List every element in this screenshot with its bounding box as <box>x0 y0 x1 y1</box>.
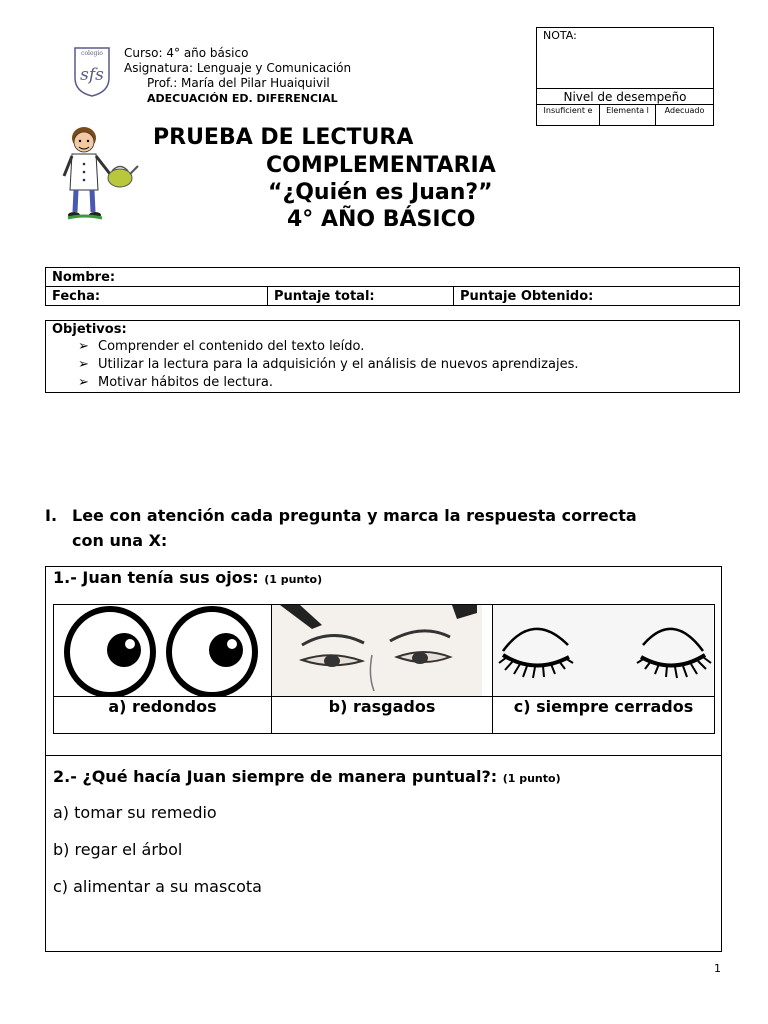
curso-text: Curso: 4° año básico <box>124 46 249 60</box>
option-a-label: a) redondos <box>54 696 271 733</box>
option-c-label: c) siempre cerrados <box>493 696 714 733</box>
boy-watering-illustration <box>58 122 140 222</box>
fecha-field[interactable]: Fecha: <box>46 287 268 306</box>
question-2-option-b[interactable]: b) regar el árbol <box>53 840 183 859</box>
header-info <box>124 46 351 106</box>
question-1-title: 1.- Juan tenía sus ojos: (1 punto) <box>53 568 323 587</box>
school-logo <box>72 44 112 98</box>
instructions-line-1: Lee con atención cada pregunta y marca la respuesta correcta <box>72 506 637 525</box>
title-line-2: COMPLEMENTARIA <box>266 153 496 178</box>
question-2-points: (1 punto) <box>502 772 561 785</box>
option-c-cell[interactable] <box>493 605 714 733</box>
question-2 <box>45 755 722 952</box>
option-b-label: b) rasgados <box>272 696 492 733</box>
closed-eyes-image <box>493 605 714 696</box>
objective-item: ➢ Utilizar la lectura para la adquisición y el análisis de nuevos aprendizajes. <box>78 357 579 372</box>
student-info-table <box>45 267 740 306</box>
performance-level-title: Nivel de desempeño <box>537 88 713 105</box>
nota-label: NOTA: <box>543 29 577 42</box>
option-a-cell[interactable] <box>54 605 272 733</box>
grade-box <box>536 27 714 126</box>
nombre-field[interactable]: Nombre: <box>46 268 740 287</box>
title-line-3: “¿Quién es Juan?” <box>268 180 493 205</box>
question-2-option-a[interactable]: a) tomar su remedio <box>53 803 217 822</box>
objectives-title: Objetivos: <box>52 322 127 337</box>
objectives-box <box>45 320 740 393</box>
prof-text: Prof.: María del Pilar Huaiquivil <box>147 76 330 90</box>
logo-text: colegio <box>81 50 103 57</box>
section-instructions <box>45 503 637 553</box>
arrow-bullet-icon: ➢ <box>78 339 89 354</box>
title-line-1: PRUEBA DE LECTURA <box>153 125 414 150</box>
puntaje-obtenido-field[interactable]: Puntaje Obtenido: <box>454 287 740 306</box>
arrow-bullet-icon: ➢ <box>78 375 89 390</box>
adecuacion-text: ADECUACIÓN ED. DIFERENCIAL <box>147 92 338 105</box>
instructions-line-2: con una X: <box>72 531 168 550</box>
question-1-points: (1 punto) <box>264 573 323 586</box>
logo-letters: sfs <box>80 65 104 85</box>
level-adecuado: Adecuado <box>664 106 705 115</box>
section-number: I. <box>45 506 58 525</box>
level-elemental: Elementa l <box>600 105 656 126</box>
puntaje-total-field[interactable]: Puntaje total: <box>268 287 454 306</box>
question-1 <box>45 566 722 756</box>
question-2-option-c[interactable]: c) alimentar a su mascota <box>53 877 262 896</box>
question-1-options-table <box>53 604 715 734</box>
slanted-eyes-image <box>272 605 492 696</box>
title-line-4: 4° AÑO BÁSICO <box>287 207 476 232</box>
arrow-bullet-icon: ➢ <box>78 357 89 372</box>
question-2-title: 2.- ¿Qué hacía Juan siempre de manera puntual?: (1 punto) <box>53 767 561 786</box>
objective-item: ➢ Comprender el contenido del texto leído. <box>78 339 365 354</box>
round-eyes-image <box>54 605 271 696</box>
performance-levels <box>537 105 713 126</box>
asignatura-text: Asignatura: Lenguaje y Comunicación <box>124 61 352 75</box>
option-b-cell[interactable] <box>272 605 493 733</box>
level-insuficiente: Insuficient e <box>537 105 600 126</box>
page-number: 1 <box>714 962 721 975</box>
objective-item: ➢ Motivar hábitos de lectura. <box>78 375 273 390</box>
